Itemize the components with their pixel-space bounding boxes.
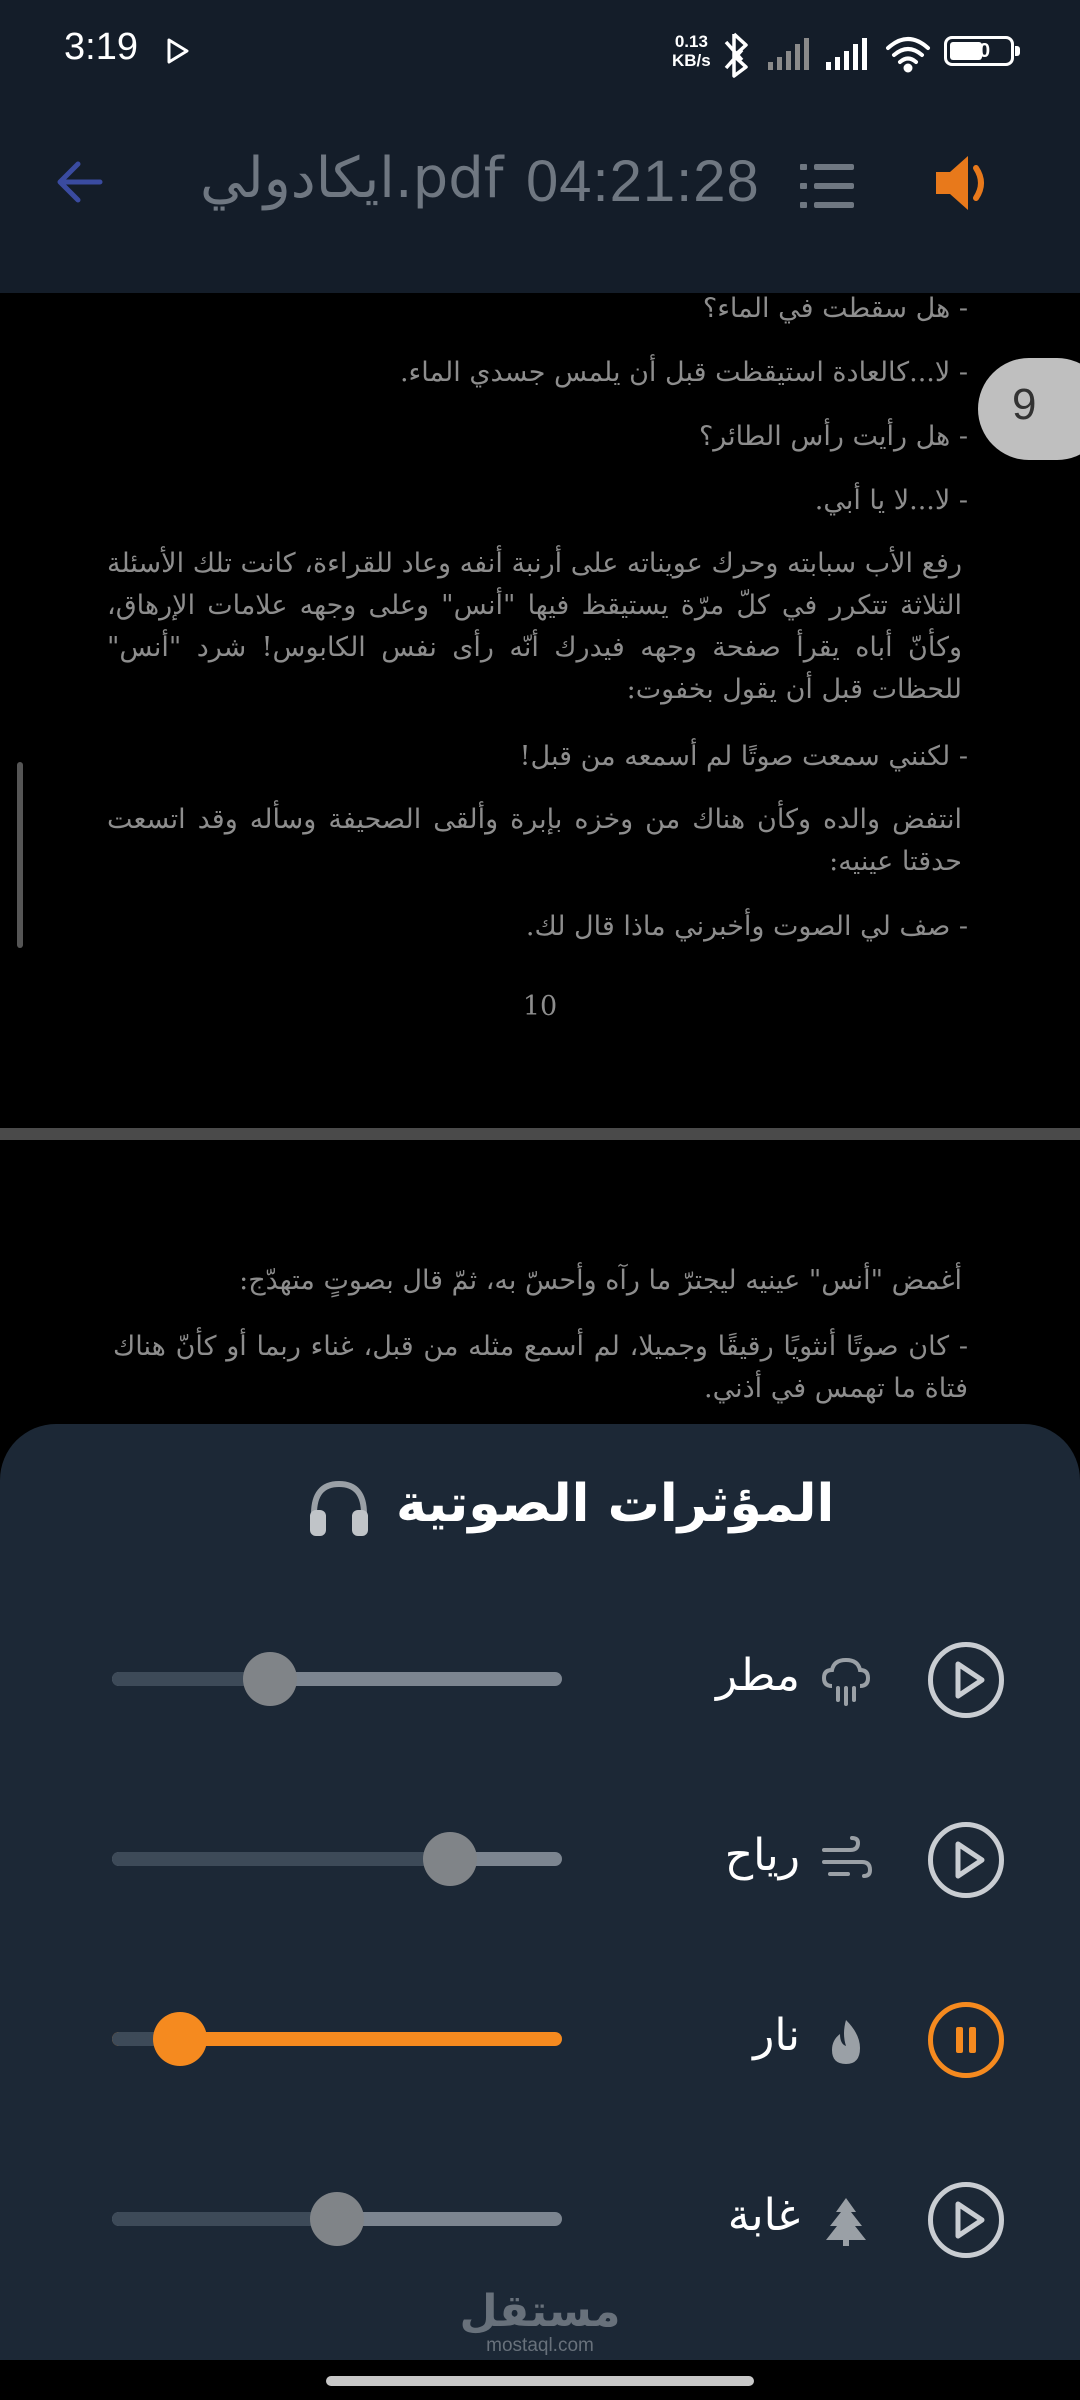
watermark-logo: مستقل mostaql.com: [459, 2286, 621, 2356]
play-button[interactable]: [928, 1822, 1004, 1898]
status-icons: [720, 28, 940, 78]
play-button[interactable]: [928, 1642, 1004, 1718]
top-bar: [0, 0, 1080, 293]
home-indicator[interactable]: [326, 2376, 754, 2386]
dialogue-line: - كان صوتًا أنثويًا رقيقًا وجميلا، لم أسمع مثله من قبل، غناء ربما أو كأنّ هناك فتاة ما تهمس في أذني.: [113, 1331, 968, 1404]
volume-slider[interactable]: [112, 2212, 562, 2226]
wind-icon: [820, 1836, 872, 1886]
paragraph: رفع الأب سبابته وحرك عويناته على أرنبة أنفه وعاد للقراءة، كانت تلك الأسئلة الثلاثة تتكرر في كلّ مرّة يستيقظ فيها "أنس" وعلى وجهه علامات الإرهاق، وكأنّ أباه يقرأ صفحة وجهه فيدرك أنّه رأى نفس الكابوس! شرد "أنس" للحظات قبل أن يقول بخفوت:: [107, 548, 962, 705]
slider-thumb[interactable]: [153, 2012, 207, 2066]
wifi-icon: [888, 39, 928, 71]
sound-row: [0, 1800, 1080, 1920]
pdf-page[interactable]: [0, 293, 1080, 1128]
volume-slider[interactable]: [112, 2032, 562, 2046]
status-time: 3:19: [64, 26, 138, 68]
dialogue-line: - صف لي الصوت وأخبرني ماذا قال لك.: [525, 911, 968, 942]
paragraph: أغمض "أنس" عينيه ليجترّ ما رآه وأحسّ به، ثمّ قال بصوتٍ متهدّج:: [239, 1265, 962, 1296]
dialogue-line: - هل سقطت في الماء؟: [702, 293, 968, 324]
volume-slider[interactable]: [112, 1852, 562, 1866]
panel-title: المؤثرات الصوتية: [396, 1474, 835, 1534]
rain-cloud-icon: [820, 1656, 872, 1706]
dialogue-line: - لا...لا يا أبي.: [814, 485, 968, 516]
pdf-page-next[interactable]: [0, 1140, 1080, 1440]
dialogue-line: - لا...كالعادة استيقظت قبل أن يلمس جسدي الماء.: [399, 357, 968, 388]
sound-row: [0, 2160, 1080, 2280]
signal-icon: [768, 38, 809, 70]
tree-icon: [820, 2196, 872, 2246]
slider-thumb[interactable]: [423, 1832, 477, 1886]
dialogue-line: - لكنني سمعت صوتًا لم أسمعه من قبل!: [519, 741, 968, 772]
page-divider: [0, 1128, 1080, 1140]
sound-row: [0, 1620, 1080, 1740]
signal-icon: [826, 38, 867, 70]
network-speed: 0.13 KB/s: [672, 32, 711, 70]
sound-row: [0, 1980, 1080, 2100]
speaker-icon[interactable]: [930, 150, 1000, 216]
fire-icon: [820, 2016, 872, 2066]
headphones-icon: [306, 1478, 372, 1540]
current-page-badge[interactable]: 9: [978, 358, 1080, 460]
battery-icon: 50: [944, 36, 1014, 66]
page-number: 10: [522, 991, 558, 1022]
sound-label: غابة: [727, 2190, 800, 2241]
navigation-bar: [0, 2360, 1080, 2400]
reading-timer: 04:21:28: [526, 149, 760, 214]
slider-thumb[interactable]: [243, 1652, 297, 1706]
back-arrow-icon[interactable]: [48, 150, 112, 214]
play-button[interactable]: [928, 2182, 1004, 2258]
bluetooth-icon: [726, 34, 746, 76]
scrollbar-thumb[interactable]: [17, 762, 23, 948]
dialogue-line: - هل رأيت رأس الطائر؟: [698, 421, 968, 452]
play-store-icon: [166, 38, 190, 64]
sound-label: مطر: [716, 1650, 800, 1701]
sound-label: نار: [753, 2010, 800, 2061]
slider-thumb[interactable]: [310, 2192, 364, 2246]
pause-button[interactable]: [928, 2002, 1004, 2078]
volume-slider[interactable]: [112, 1672, 562, 1686]
document-title: ايكادولي.pdf: [200, 146, 504, 211]
list-icon[interactable]: [798, 160, 858, 212]
sound-label: رياح: [724, 1830, 800, 1881]
paragraph: انتفض والده وكأن هناك من وخزه بإبرة وألقى الصحيفة وسأله وقد اتسعت حدقتا عينيه:: [107, 804, 962, 877]
